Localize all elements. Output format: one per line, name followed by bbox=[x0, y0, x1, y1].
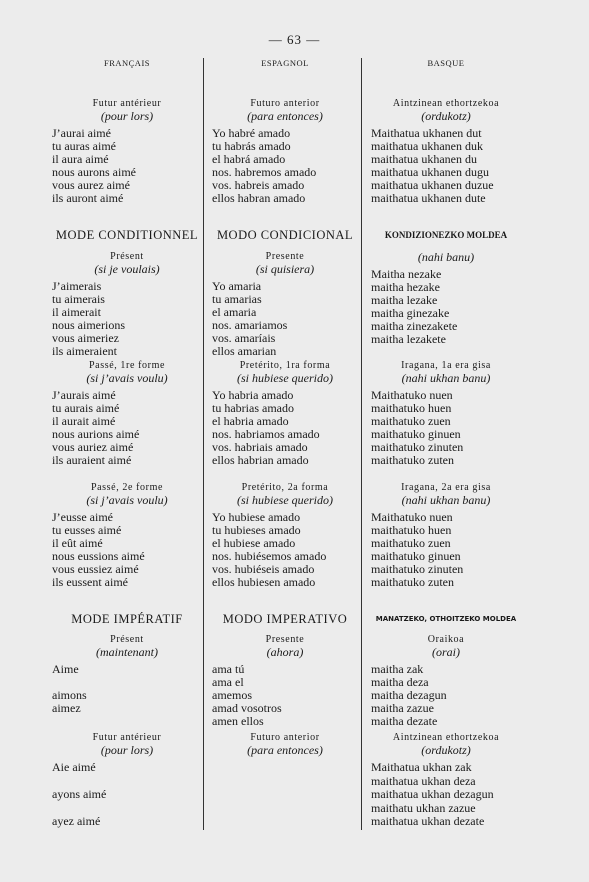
tense-gloss-text: (si hubiese querido) bbox=[237, 493, 333, 507]
tense-gloss-text: (si j’avais voulu) bbox=[86, 493, 168, 507]
tense-gloss-text: (nahi ukhan banu) bbox=[401, 493, 491, 507]
conjugation-lines bbox=[52, 389, 202, 467]
section-passe1 bbox=[371, 360, 521, 467]
conjugation-lines bbox=[371, 268, 521, 346]
mode-title: MANATZEKO, OTHOITZEKO MOLDEA bbox=[375, 615, 517, 623]
conjugation-line: nos. amariamos bbox=[212, 318, 288, 332]
section-passe2 bbox=[52, 482, 202, 589]
conjugation-line: vous auriez aimé bbox=[52, 440, 134, 454]
conjugation-line: nous aurions aimé bbox=[52, 427, 140, 441]
conjugation-line: ama tú bbox=[212, 662, 245, 676]
conjugation-line: maitha zazue bbox=[371, 701, 434, 715]
conjugation-lines bbox=[212, 280, 358, 358]
conjugation-line: tu aimerais bbox=[52, 292, 105, 306]
conjugation-line: vos. hubiéseis amado bbox=[212, 562, 315, 576]
conjugation-line: maithatuko huen bbox=[371, 523, 452, 537]
conjugation-line: vos. amaríais bbox=[212, 331, 276, 345]
tense-gloss-text: (si quisiera) bbox=[255, 262, 315, 276]
conjugation-line: maitha zak bbox=[371, 662, 424, 676]
conjugation-line: aimez bbox=[52, 701, 81, 715]
conjugation-line: vos. habreis amado bbox=[212, 178, 305, 192]
conjugation-lines bbox=[212, 127, 358, 205]
conjugation-line: maitha dezate bbox=[371, 714, 438, 728]
tense-title: Futur antérieur bbox=[92, 732, 162, 743]
tense-gloss-text: (si je voulais) bbox=[94, 262, 160, 276]
tense-gloss-text: (ordukotz) bbox=[421, 743, 471, 757]
conjugation-line: amen ellos bbox=[212, 714, 264, 728]
conjugation-line: maithatua ukhanen dugu bbox=[371, 165, 489, 179]
section-imp-present bbox=[371, 634, 521, 728]
conjugation-line: il aurait aimé bbox=[52, 414, 116, 428]
section-mode-imp bbox=[212, 612, 358, 626]
conjugation-line: il aura aimé bbox=[52, 152, 109, 166]
conjugation-lines bbox=[212, 663, 358, 728]
conjugation-line: maitha lezakete bbox=[371, 332, 446, 346]
conjugation-line: ellos habrian amado bbox=[212, 453, 309, 467]
conjugation-lines bbox=[371, 511, 521, 589]
conjugation-line: nous eussions aimé bbox=[52, 549, 145, 563]
tense-gloss bbox=[371, 372, 521, 386]
conjugation-line: vos. habriais amado bbox=[212, 440, 308, 454]
conjugation-line: tu amarias bbox=[212, 292, 262, 306]
column-divider-left bbox=[203, 58, 204, 830]
conjugation-line: tu auras aimé bbox=[52, 139, 116, 153]
conjugation-line: maithatuko zinuten bbox=[371, 562, 464, 576]
tense-gloss-text: (nahi ukhan banu) bbox=[401, 371, 491, 385]
section-futur-anterieur bbox=[52, 98, 202, 205]
section-passe1 bbox=[52, 360, 202, 467]
conjugation-line: Maithatuko nuen bbox=[371, 388, 453, 402]
conjugation-line: amemos bbox=[212, 688, 252, 702]
conjugation-line: ellos hubiesen amado bbox=[212, 575, 316, 589]
conjugation-line: tu eusses aimé bbox=[52, 523, 122, 537]
conjugation-line: maithatuko zinuten bbox=[371, 440, 464, 454]
conjugation-line: vous eussiez aimé bbox=[52, 562, 139, 576]
conjugation-line: Maitha nezake bbox=[371, 267, 442, 281]
conjugation-line: nos. hubiésemos amado bbox=[212, 549, 327, 563]
tense-gloss bbox=[52, 744, 202, 758]
section-mode-cond bbox=[371, 228, 521, 242]
conjugation-line: maithatua ukhan dezate bbox=[371, 814, 485, 828]
conjugation-line: tu hubieses amado bbox=[212, 523, 301, 537]
section-present bbox=[371, 251, 521, 346]
column-divider-right bbox=[361, 58, 362, 830]
conjugation-line: Yo hubiese amado bbox=[212, 510, 301, 524]
conjugation-line: Yo habré amado bbox=[212, 126, 291, 140]
conjugation-line: il aimerait bbox=[52, 305, 101, 319]
conjugation-line: maithatuko zuen bbox=[371, 536, 451, 550]
tense-gloss bbox=[212, 744, 358, 758]
section-present bbox=[212, 251, 358, 358]
conjugation-line: el habrá amado bbox=[212, 152, 286, 166]
section-imp-present bbox=[212, 634, 358, 728]
tense-gloss bbox=[212, 494, 358, 508]
conjugation-line bbox=[52, 775, 202, 789]
conjugation-line: Yo amaria bbox=[212, 279, 262, 293]
conjugation-line: maithatuko zuen bbox=[371, 414, 451, 428]
tense-title: Passé, 2e forme bbox=[90, 482, 164, 493]
section-present bbox=[52, 251, 202, 358]
conjugation-line: ayez aimé bbox=[52, 814, 101, 828]
conjugation-line: ils eussent aimé bbox=[52, 575, 128, 589]
conjugation-line: il eût aimé bbox=[52, 536, 103, 550]
tense-gloss bbox=[212, 110, 358, 124]
tense-gloss-text: (maintenant) bbox=[96, 645, 158, 659]
section-passe2 bbox=[212, 482, 358, 589]
conjugation-line: nos. habremos amado bbox=[212, 165, 317, 179]
conjugation-lines bbox=[371, 389, 521, 467]
section-futur-anterieur bbox=[212, 98, 358, 205]
conjugation-line: el hubiese amado bbox=[212, 536, 296, 550]
conjugation-line: maithatuko ginuen bbox=[371, 549, 461, 563]
mode-title: MODO IMPERATIVO bbox=[222, 612, 348, 626]
conjugation-line: maithatua ukhan deza bbox=[371, 773, 476, 788]
section-imp-futur bbox=[371, 732, 521, 829]
conjugation-line: ellos habran amado bbox=[212, 191, 306, 205]
conjugation-lines bbox=[52, 663, 202, 728]
section-mode-imp bbox=[52, 612, 202, 626]
conjugation-line: maithatuko ginuen bbox=[371, 427, 461, 441]
tense-title: Presente bbox=[265, 634, 305, 645]
tense-gloss-text: (si hubiese querido) bbox=[237, 371, 333, 385]
conjugation-line: tu habrias amado bbox=[212, 401, 294, 415]
conjugation-line: maithatua ukhanen du bbox=[371, 152, 477, 166]
conjugation-lines bbox=[371, 761, 521, 829]
conjugation-line: ils auraient aimé bbox=[52, 453, 132, 467]
conjugation-line: J’aurai aimé bbox=[52, 126, 111, 140]
conjugation-line: maithatua ukhanen duk bbox=[371, 139, 483, 153]
tense-title: Aintzinean ethortzekoa bbox=[392, 732, 500, 743]
tense-title: Aintzinean ethortzekoa bbox=[392, 98, 500, 109]
conjugation-line bbox=[52, 802, 202, 816]
tense-title: Pretérito, 1ra forma bbox=[239, 360, 331, 371]
tense-title: Presente bbox=[265, 251, 305, 262]
conjugation-line: Aime bbox=[52, 662, 79, 676]
tense-gloss-text: (nahi banu) bbox=[417, 250, 475, 264]
tense-title: Futuro anterior bbox=[250, 732, 320, 743]
conjugation-line: amad vosotros bbox=[212, 701, 282, 715]
tense-title: Iragana, 2a era gisa bbox=[401, 482, 491, 493]
tense-gloss bbox=[52, 646, 202, 660]
conjugation-line: Aie aimé bbox=[52, 760, 96, 774]
column-header: BASQUE bbox=[427, 58, 465, 68]
tense-gloss bbox=[52, 494, 202, 508]
conjugation-line bbox=[52, 715, 202, 728]
conjugation-line: maithatua ukhan dezagun bbox=[371, 787, 494, 801]
page-number: — 63 — bbox=[268, 32, 321, 47]
mode-title: MODE CONDITIONNEL bbox=[55, 228, 199, 242]
tense-gloss bbox=[52, 110, 202, 124]
conjugation-line: maitha deza bbox=[371, 675, 429, 689]
tense-gloss-text: (para entonces) bbox=[247, 109, 323, 123]
section-mode-cond bbox=[52, 228, 202, 242]
mode-title: KONDIZIONEZKO MOLDEA bbox=[384, 230, 508, 240]
conjugation-lines bbox=[371, 127, 521, 205]
conjugation-lines bbox=[371, 663, 521, 728]
tense-gloss bbox=[371, 646, 521, 660]
column-header: FRANÇAIS bbox=[103, 58, 151, 68]
conjugation-line: maithatuko zuten bbox=[371, 575, 454, 589]
tense-title: Futuro anterior bbox=[250, 98, 320, 109]
conjugation-line: ellos amarian bbox=[212, 344, 277, 358]
section-passe1 bbox=[212, 360, 358, 467]
mode-title: MODE IMPÉRATIF bbox=[71, 612, 183, 626]
tense-gloss-text: (orai) bbox=[432, 645, 460, 659]
conjugation-line: el habria amado bbox=[212, 414, 289, 428]
conjugation-line: maithatuko zuten bbox=[371, 453, 454, 467]
section-passe2 bbox=[371, 482, 521, 589]
tense-gloss-text: (pour lors) bbox=[100, 109, 154, 123]
section-imp-futur bbox=[212, 732, 358, 761]
tense-title: Oraikoa bbox=[427, 634, 465, 645]
tense-gloss-text: (ahora) bbox=[266, 645, 304, 659]
conjugation-line: J’eusse aimé bbox=[52, 510, 113, 524]
conjugation-lines bbox=[212, 389, 358, 467]
conjugation-line: ama el bbox=[212, 675, 244, 689]
tense-title: Présent bbox=[110, 634, 144, 645]
conjugation-line: maitha lezake bbox=[371, 293, 438, 307]
conjugation-lines bbox=[52, 761, 202, 829]
conjugation-line: maitha hezake bbox=[371, 280, 440, 294]
section-imp-present bbox=[52, 634, 202, 728]
conjugation-line: ils auront aimé bbox=[52, 191, 124, 205]
tense-gloss bbox=[371, 110, 521, 124]
tense-gloss-text: (para entonces) bbox=[247, 743, 323, 757]
conjugation-line: aimons bbox=[52, 688, 87, 702]
section-mode-imp bbox=[371, 612, 521, 626]
tense-gloss-text: (ordukotz) bbox=[421, 109, 471, 123]
tense-gloss-text: (pour lors) bbox=[100, 743, 154, 757]
conjugation-line: el amaria bbox=[212, 305, 257, 319]
conjugation-line: maitha ginezake bbox=[371, 306, 450, 320]
conjugation-line: vous aimeriez bbox=[52, 331, 119, 345]
conjugation-line: maithatu ukhan zazue bbox=[371, 800, 476, 815]
section-mode-cond bbox=[212, 228, 358, 242]
tense-gloss bbox=[371, 744, 521, 758]
conjugation-line: Yo habria amado bbox=[212, 388, 294, 402]
conjugation-line: J’aurais aimé bbox=[52, 388, 116, 402]
conjugation-lines bbox=[52, 127, 202, 205]
conjugation-lines bbox=[52, 511, 202, 589]
conjugation-line: Maithatua ukhan zak bbox=[371, 760, 472, 774]
conjugation-line: ils aimeraient bbox=[52, 344, 117, 358]
tense-title: Futur antérieur bbox=[92, 98, 162, 109]
conjugation-line: maitha zinezakete bbox=[371, 319, 458, 333]
section-futur-anterieur bbox=[371, 98, 521, 205]
conjugation-line: maithatua ukhanen dute bbox=[371, 191, 486, 205]
tense-gloss bbox=[212, 263, 358, 277]
column-header: ESPAGNOL bbox=[261, 58, 309, 68]
tense-gloss bbox=[371, 494, 521, 508]
conjugation-line: tu habrás amado bbox=[212, 139, 291, 153]
conjugation-line: maithatua ukhanen duzue bbox=[371, 178, 494, 192]
conjugation-line: nous aimerions bbox=[52, 318, 125, 332]
tense-gloss bbox=[371, 251, 521, 265]
tense-gloss bbox=[52, 263, 202, 277]
tense-title: Iragana, 1a era gisa bbox=[401, 360, 491, 371]
section-imp-futur bbox=[52, 732, 202, 829]
tense-title: Pretérito, 2a forma bbox=[241, 482, 329, 493]
tense-gloss bbox=[52, 372, 202, 386]
conjugation-line: maitha dezagun bbox=[371, 688, 447, 702]
tense-gloss-text: (si j’avais voulu) bbox=[86, 371, 168, 385]
tense-title: Présent bbox=[110, 251, 144, 262]
mode-title: MODO CONDICIONAL bbox=[216, 228, 354, 242]
conjugation-line: J’aimerais bbox=[52, 279, 102, 293]
conjugation-lines bbox=[212, 511, 358, 589]
tense-gloss bbox=[212, 372, 358, 386]
conjugation-line: tu aurais aimé bbox=[52, 401, 120, 415]
conjugation-line: Maithatua ukhanen dut bbox=[371, 126, 482, 140]
conjugation-lines bbox=[52, 280, 202, 358]
conjugation-line: vous aurez aimé bbox=[52, 178, 130, 192]
tense-title: Passé, 1re forme bbox=[89, 360, 165, 371]
conjugation-line: ayons aimé bbox=[52, 787, 107, 801]
conjugation-line: nos. habriamos amado bbox=[212, 427, 320, 441]
conjugation-line: Maithatuko nuen bbox=[371, 510, 453, 524]
conjugation-line: maithatuko huen bbox=[371, 401, 452, 415]
conjugation-line: nous aurons aimé bbox=[52, 165, 136, 179]
tense-gloss bbox=[212, 646, 358, 660]
